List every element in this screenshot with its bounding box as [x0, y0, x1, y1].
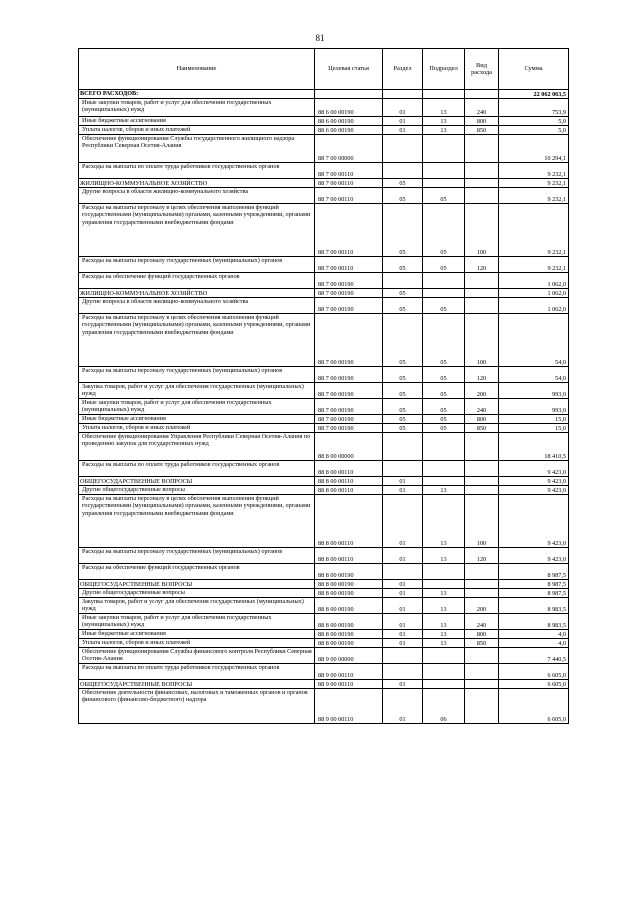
row-section-cell [383, 648, 423, 664]
header-subsection: Подраздел [423, 49, 465, 90]
table-row [79, 664, 569, 680]
row-expense-type-cell: 240 [465, 399, 499, 415]
row-amount-cell: 54,0 [499, 367, 569, 383]
row-name-cell: Расходы на выплаты персоналу государственных (муниципальных) органов [79, 548, 315, 564]
row-section-cell [383, 433, 423, 461]
table-row [79, 367, 569, 383]
row-name-cell: Закупка товаров, работ и услуг для обеспечения государственных (муниципальных) нужд [79, 383, 315, 399]
row-name-cell: Обеспечение деятельности финансовых, налоговых и таможенных органов и органов финансового (финансово-бюджетного) надзора [79, 689, 315, 724]
row-amount-cell: 9 423,0 [499, 548, 569, 564]
row-expense-type-cell [465, 564, 499, 580]
row-amount-cell: 6 605,0 [499, 689, 569, 724]
row-subsection-cell: 05 [423, 415, 465, 424]
row-expense-type-cell: 850 [465, 424, 499, 433]
row-section-cell: 01 [383, 639, 423, 648]
row-expense-type-cell [465, 163, 499, 179]
row-amount-cell: 9 423,0 [499, 495, 569, 548]
row-section-cell: 01 [383, 99, 423, 117]
table-row [79, 383, 569, 399]
table-row [79, 548, 569, 564]
row-amount-cell: 54,0 [499, 314, 569, 367]
row-target-article-cell: 88 7 00 00110 [315, 204, 383, 257]
row-target-article-cell: 88 7 00 00110 [315, 179, 383, 188]
row-section-cell: 01 [383, 117, 423, 126]
row-target-article-cell: 88 6 00 00190 [315, 126, 383, 135]
row-expense-type-cell [465, 273, 499, 289]
row-expense-type-cell [465, 689, 499, 724]
row-subsection-cell: 05 [423, 257, 465, 273]
row-amount-cell: 4,0 [499, 639, 569, 648]
row-subsection-cell: 05 [423, 298, 465, 314]
row-name-cell: Уплата налогов, сборов и иных платежей [79, 126, 315, 135]
row-name-cell: Закупка товаров, работ и услуг для обеспечения государственных (муниципальных) нужд [79, 598, 315, 614]
row-section-cell: 01 [383, 598, 423, 614]
header-amount: Сумма [499, 49, 569, 90]
row-expense-type-cell [465, 680, 499, 689]
row-amount-cell: 5,0 [499, 126, 569, 135]
row-section-cell [383, 273, 423, 289]
row-subsection-cell: 13 [423, 598, 465, 614]
row-name-cell: ОБЩЕГОСУДАРСТВЕННЫЕ ВОПРОСЫ [79, 580, 315, 589]
row-target-article-cell: 88 8 00 00190 [315, 564, 383, 580]
row-expense-type-cell: 200 [465, 383, 499, 399]
row-name-cell: ЖИЛИЩНО-КОММУНАЛЬНОЕ ХОЗЯЙСТВО [79, 289, 315, 298]
row-section-cell: 01 [383, 495, 423, 548]
row-amount-cell: 8 983,5 [499, 598, 569, 614]
row-expense-type-cell [465, 461, 499, 477]
row-name-cell: ЖИЛИЩНО-КОММУНАЛЬНОЕ ХОЗЯЙСТВО [79, 179, 315, 188]
row-subsection-cell [423, 163, 465, 179]
table-row [79, 135, 569, 163]
table-row [79, 90, 569, 99]
table-row [79, 564, 569, 580]
row-amount-cell: 15,0 [499, 415, 569, 424]
row-subsection-cell: 13 [423, 614, 465, 630]
row-section-cell: 01 [383, 689, 423, 724]
row-name-cell: Иные закупки товаров, работ и услуг для обеспечения государственных (муниципальных) нужд [79, 99, 315, 117]
row-subsection-cell [423, 680, 465, 689]
row-section-cell [383, 664, 423, 680]
row-target-article-cell: 88 8 00 00190 [315, 580, 383, 589]
row-section-cell: 05 [383, 383, 423, 399]
header-section: Раздел [383, 49, 423, 90]
row-target-article-cell: 88 9 00 00110 [315, 664, 383, 680]
row-amount-cell: 4,0 [499, 630, 569, 639]
row-subsection-cell: 13 [423, 639, 465, 648]
table-row [79, 289, 569, 298]
row-amount-cell: 9 232,1 [499, 257, 569, 273]
row-amount-cell: 8 987,5 [499, 564, 569, 580]
row-target-article-cell: 88 7 00 00110 [315, 188, 383, 204]
row-name-cell: ОБЩЕГОСУДАРСТВЕННЫЕ ВОПРОСЫ [79, 477, 315, 486]
table-row [79, 680, 569, 689]
row-section-cell: 05 [383, 179, 423, 188]
row-target-article-cell: 88 7 00 00110 [315, 257, 383, 273]
row-name-cell: Иные закупки товаров, работ и услуг для обеспечения государственных (муниципальных) нужд [79, 614, 315, 630]
row-target-article-cell: 88 8 00 00000 [315, 433, 383, 461]
row-expense-type-cell: 800 [465, 117, 499, 126]
row-target-article-cell [315, 90, 383, 99]
table-row [79, 486, 569, 495]
row-amount-cell: 9 423,0 [499, 461, 569, 477]
row-target-article-cell: 88 7 00 00190 [315, 399, 383, 415]
row-name-cell: Расходы на выплаты по оплате труда работников государственных органов [79, 461, 315, 477]
row-name-cell: Расходы на выплаты персоналу государственных (муниципальных) органов [79, 257, 315, 273]
row-subsection-cell: 13 [423, 548, 465, 564]
row-target-article-cell: 88 7 00 00190 [315, 289, 383, 298]
row-section-cell: 01 [383, 630, 423, 639]
table-row [79, 179, 569, 188]
row-target-article-cell: 88 7 00 00190 [315, 273, 383, 289]
row-section-cell: 05 [383, 289, 423, 298]
row-amount-cell: 753,9 [499, 99, 569, 117]
row-amount-cell: 1 062,0 [499, 298, 569, 314]
row-section-cell [383, 564, 423, 580]
row-expense-type-cell [465, 648, 499, 664]
row-section-cell: 05 [383, 188, 423, 204]
row-expense-type-cell: 120 [465, 257, 499, 273]
row-amount-cell: 6 605,0 [499, 680, 569, 689]
row-subsection-cell [423, 135, 465, 163]
table-row [79, 689, 569, 724]
row-subsection-cell: 13 [423, 630, 465, 639]
row-target-article-cell: 88 7 00 00110 [315, 163, 383, 179]
row-target-article-cell: 88 8 00 00110 [315, 461, 383, 477]
row-subsection-cell: 06 [423, 689, 465, 724]
row-subsection-cell [423, 273, 465, 289]
row-amount-cell: 9 423,0 [499, 486, 569, 495]
row-target-article-cell: 88 7 00 00190 [315, 367, 383, 383]
row-expense-type-cell [465, 289, 499, 298]
row-amount-cell: 993,0 [499, 399, 569, 415]
row-expense-type-cell: 120 [465, 548, 499, 564]
row-section-cell: 01 [383, 680, 423, 689]
budget-table [78, 48, 569, 724]
row-subsection-cell: 13 [423, 495, 465, 548]
row-subsection-cell: 13 [423, 99, 465, 117]
row-expense-type-cell [465, 486, 499, 495]
row-target-article-cell: 88 7 00 00000 [315, 135, 383, 163]
row-section-cell: 01 [383, 614, 423, 630]
row-target-article-cell: 88 6 00 00190 [315, 99, 383, 117]
row-subsection-cell: 13 [423, 126, 465, 135]
row-amount-cell: 8 987,5 [499, 580, 569, 589]
row-name-cell: Расходы на обеспечение функций государственных органов [79, 564, 315, 580]
row-section-cell [383, 163, 423, 179]
row-amount-cell: 9 423,0 [499, 477, 569, 486]
row-expense-type-cell [465, 664, 499, 680]
table-row [79, 630, 569, 639]
row-subsection-cell: 05 [423, 204, 465, 257]
row-expense-type-cell: 240 [465, 99, 499, 117]
row-amount-cell: 22 062 063,5 [499, 90, 569, 99]
row-section-cell: 01 [383, 486, 423, 495]
row-section-cell: 05 [383, 257, 423, 273]
table-row [79, 298, 569, 314]
row-name-cell: Иные бюджетные ассигнования [79, 415, 315, 424]
row-amount-cell: 15,0 [499, 424, 569, 433]
row-subsection-cell [423, 90, 465, 99]
row-target-article-cell: 88 8 00 00190 [315, 639, 383, 648]
header-name: Наименование [79, 49, 315, 90]
row-target-article-cell: 88 8 00 00110 [315, 477, 383, 486]
row-subsection-cell [423, 433, 465, 461]
row-amount-cell: 1 062,0 [499, 289, 569, 298]
row-expense-type-cell [465, 477, 499, 486]
row-name-cell: ВСЕГО РАСХОДОВ: [79, 90, 315, 99]
row-expense-type-cell [465, 188, 499, 204]
row-expense-type-cell [465, 298, 499, 314]
row-amount-cell: 9 232,1 [499, 204, 569, 257]
row-subsection-cell: 05 [423, 314, 465, 367]
row-target-article-cell: 88 6 00 00190 [315, 117, 383, 126]
row-amount-cell: 7 440,5 [499, 648, 569, 664]
row-expense-type-cell: 800 [465, 415, 499, 424]
row-amount-cell: 5,0 [499, 117, 569, 126]
row-name-cell: Обеспечение функционирования Службы государственного жилищного надзора Республики Северная Осетия-Алания [79, 135, 315, 163]
row-section-cell: 05 [383, 367, 423, 383]
row-subsection-cell [423, 461, 465, 477]
table-row [79, 415, 569, 424]
table-row [79, 126, 569, 135]
row-section-cell: 05 [383, 298, 423, 314]
table-body [79, 90, 569, 724]
row-name-cell: Другие общегосударственные вопросы [79, 589, 315, 598]
row-name-cell: Уплата налогов, сборов и иных платежей [79, 424, 315, 433]
table-row [79, 495, 569, 548]
row-expense-type-cell: 850 [465, 639, 499, 648]
row-section-cell: 01 [383, 477, 423, 486]
row-target-article-cell: 88 9 00 00110 [315, 689, 383, 724]
row-amount-cell: 18 410,5 [499, 433, 569, 461]
row-subsection-cell [423, 664, 465, 680]
row-target-article-cell: 88 7 00 00190 [315, 314, 383, 367]
table-row [79, 273, 569, 289]
row-target-article-cell: 88 8 00 00190 [315, 630, 383, 639]
table-row [79, 257, 569, 273]
row-section-cell: 05 [383, 415, 423, 424]
table-row [79, 614, 569, 630]
table-row [79, 598, 569, 614]
table-row [79, 639, 569, 648]
row-name-cell: Иные бюджетные ассигнования [79, 630, 315, 639]
row-target-article-cell: 88 7 00 00190 [315, 415, 383, 424]
row-target-article-cell: 88 7 00 00190 [315, 383, 383, 399]
row-expense-type-cell: 100 [465, 314, 499, 367]
table-row [79, 314, 569, 367]
row-subsection-cell [423, 564, 465, 580]
row-name-cell: Обеспечение функционирования Службы финансового контроля Республики Северная Осетия-Алания [79, 648, 315, 664]
table-row [79, 117, 569, 126]
row-expense-type-cell [465, 589, 499, 598]
row-target-article-cell: 88 8 00 00190 [315, 598, 383, 614]
table-row [79, 399, 569, 415]
row-expense-type-cell: 850 [465, 126, 499, 135]
row-name-cell: ОБЩЕГОСУДАРСТВЕННЫЕ ВОПРОСЫ [79, 680, 315, 689]
row-section-cell: 01 [383, 126, 423, 135]
row-amount-cell: 9 232,1 [499, 179, 569, 188]
row-subsection-cell [423, 289, 465, 298]
row-amount-cell: 10 294,1 [499, 135, 569, 163]
table-header-row [79, 49, 569, 90]
table-row [79, 204, 569, 257]
row-amount-cell: 6 605,0 [499, 664, 569, 680]
row-expense-type-cell: 120 [465, 367, 499, 383]
row-expense-type-cell [465, 135, 499, 163]
row-subsection-cell: 05 [423, 399, 465, 415]
row-subsection-cell: 13 [423, 589, 465, 598]
row-expense-type-cell [465, 433, 499, 461]
row-section-cell: 01 [383, 589, 423, 598]
row-expense-type-cell [465, 580, 499, 589]
row-target-article-cell: 88 7 00 00190 [315, 298, 383, 314]
header-target-article: Целевая статья [315, 49, 383, 90]
row-target-article-cell: 88 9 00 00000 [315, 648, 383, 664]
row-subsection-cell: 05 [423, 188, 465, 204]
row-name-cell: Расходы на обеспечение функций государственных органов [79, 273, 315, 289]
header-expense-type: Вид расхода [465, 49, 499, 90]
table-row [79, 433, 569, 461]
page-number: 81 [315, 33, 325, 43]
row-expense-type-cell [465, 90, 499, 99]
row-expense-type-cell: 100 [465, 204, 499, 257]
row-subsection-cell [423, 580, 465, 589]
row-section-cell: 05 [383, 399, 423, 415]
row-name-cell: Расходы на выплаты персоналу в целях обеспечения выполнения функций государственными (муниципальными) органами, казенными учреждениями, органами управления государственными внебюджетными фондами [79, 314, 315, 367]
table-row [79, 163, 569, 179]
row-section-cell [383, 90, 423, 99]
row-name-cell: Расходы на выплаты по оплате труда работников государственных органов [79, 664, 315, 680]
row-target-article-cell: 88 9 00 00110 [315, 680, 383, 689]
row-name-cell: Иные закупки товаров, работ и услуг для обеспечения государственных (муниципальных) нужд [79, 399, 315, 415]
row-name-cell: Расходы на выплаты персоналу государственных (муниципальных) органов [79, 367, 315, 383]
row-name-cell: Обеспечение функционирования Управления Республики Северная Осетия-Алания по проведению закупок для государственных нужд [79, 433, 315, 461]
row-amount-cell: 8 983,5 [499, 614, 569, 630]
table-row [79, 424, 569, 433]
row-expense-type-cell [465, 179, 499, 188]
row-section-cell [383, 461, 423, 477]
row-section-cell: 05 [383, 314, 423, 367]
row-name-cell: Другие вопросы в области жилищно-коммунального хозяйства [79, 298, 315, 314]
row-section-cell: 05 [383, 204, 423, 257]
row-amount-cell: 1 062,0 [499, 273, 569, 289]
row-subsection-cell: 13 [423, 486, 465, 495]
row-amount-cell: 993,0 [499, 383, 569, 399]
row-name-cell: Иные бюджетные ассигнования [79, 117, 315, 126]
table-row [79, 188, 569, 204]
row-subsection-cell [423, 648, 465, 664]
row-target-article-cell: 88 8 00 00190 [315, 614, 383, 630]
table-row [79, 589, 569, 598]
row-subsection-cell [423, 179, 465, 188]
row-name-cell: Расходы на выплаты персоналу в целях обеспечения выполнения функций государственными (муниципальными) органами, казенными учреждениями, органами управления государственными внебюджетными фондами [79, 204, 315, 257]
row-amount-cell: 8 987,5 [499, 589, 569, 598]
row-name-cell: Расходы на выплаты персоналу в целях обеспечения выполнения функций государственными (муниципальными) органами, казенными учреждениями, органами управления государственными внебюджетными фондами [79, 495, 315, 548]
row-expense-type-cell: 240 [465, 614, 499, 630]
table-row [79, 99, 569, 117]
row-subsection-cell: 05 [423, 424, 465, 433]
row-target-article-cell: 88 7 00 00190 [315, 424, 383, 433]
row-target-article-cell: 88 8 00 00110 [315, 486, 383, 495]
row-subsection-cell: 13 [423, 117, 465, 126]
table-row [79, 648, 569, 664]
row-amount-cell: 9 232,1 [499, 163, 569, 179]
table-row [79, 461, 569, 477]
row-name-cell: Другие вопросы в области жилищно-коммунального хозяйства [79, 188, 315, 204]
row-name-cell: Расходы на выплаты по оплате труда работников государственных органов [79, 163, 315, 179]
row-target-article-cell: 88 8 00 00190 [315, 589, 383, 598]
row-section-cell: 01 [383, 548, 423, 564]
row-subsection-cell: 05 [423, 367, 465, 383]
row-section-cell: 05 [383, 424, 423, 433]
row-section-cell [383, 135, 423, 163]
table-row [79, 580, 569, 589]
row-expense-type-cell: 200 [465, 598, 499, 614]
row-expense-type-cell: 800 [465, 630, 499, 639]
row-name-cell: Уплата налогов, сборов и иных платежей [79, 639, 315, 648]
row-target-article-cell: 88 8 00 00110 [315, 495, 383, 548]
row-target-article-cell: 88 8 00 00110 [315, 548, 383, 564]
table-row [79, 477, 569, 486]
row-subsection-cell: 05 [423, 383, 465, 399]
row-section-cell: 01 [383, 580, 423, 589]
row-amount-cell: 9 232,1 [499, 188, 569, 204]
row-expense-type-cell: 100 [465, 495, 499, 548]
row-subsection-cell [423, 477, 465, 486]
row-name-cell: Другие общегосударственные вопросы [79, 486, 315, 495]
